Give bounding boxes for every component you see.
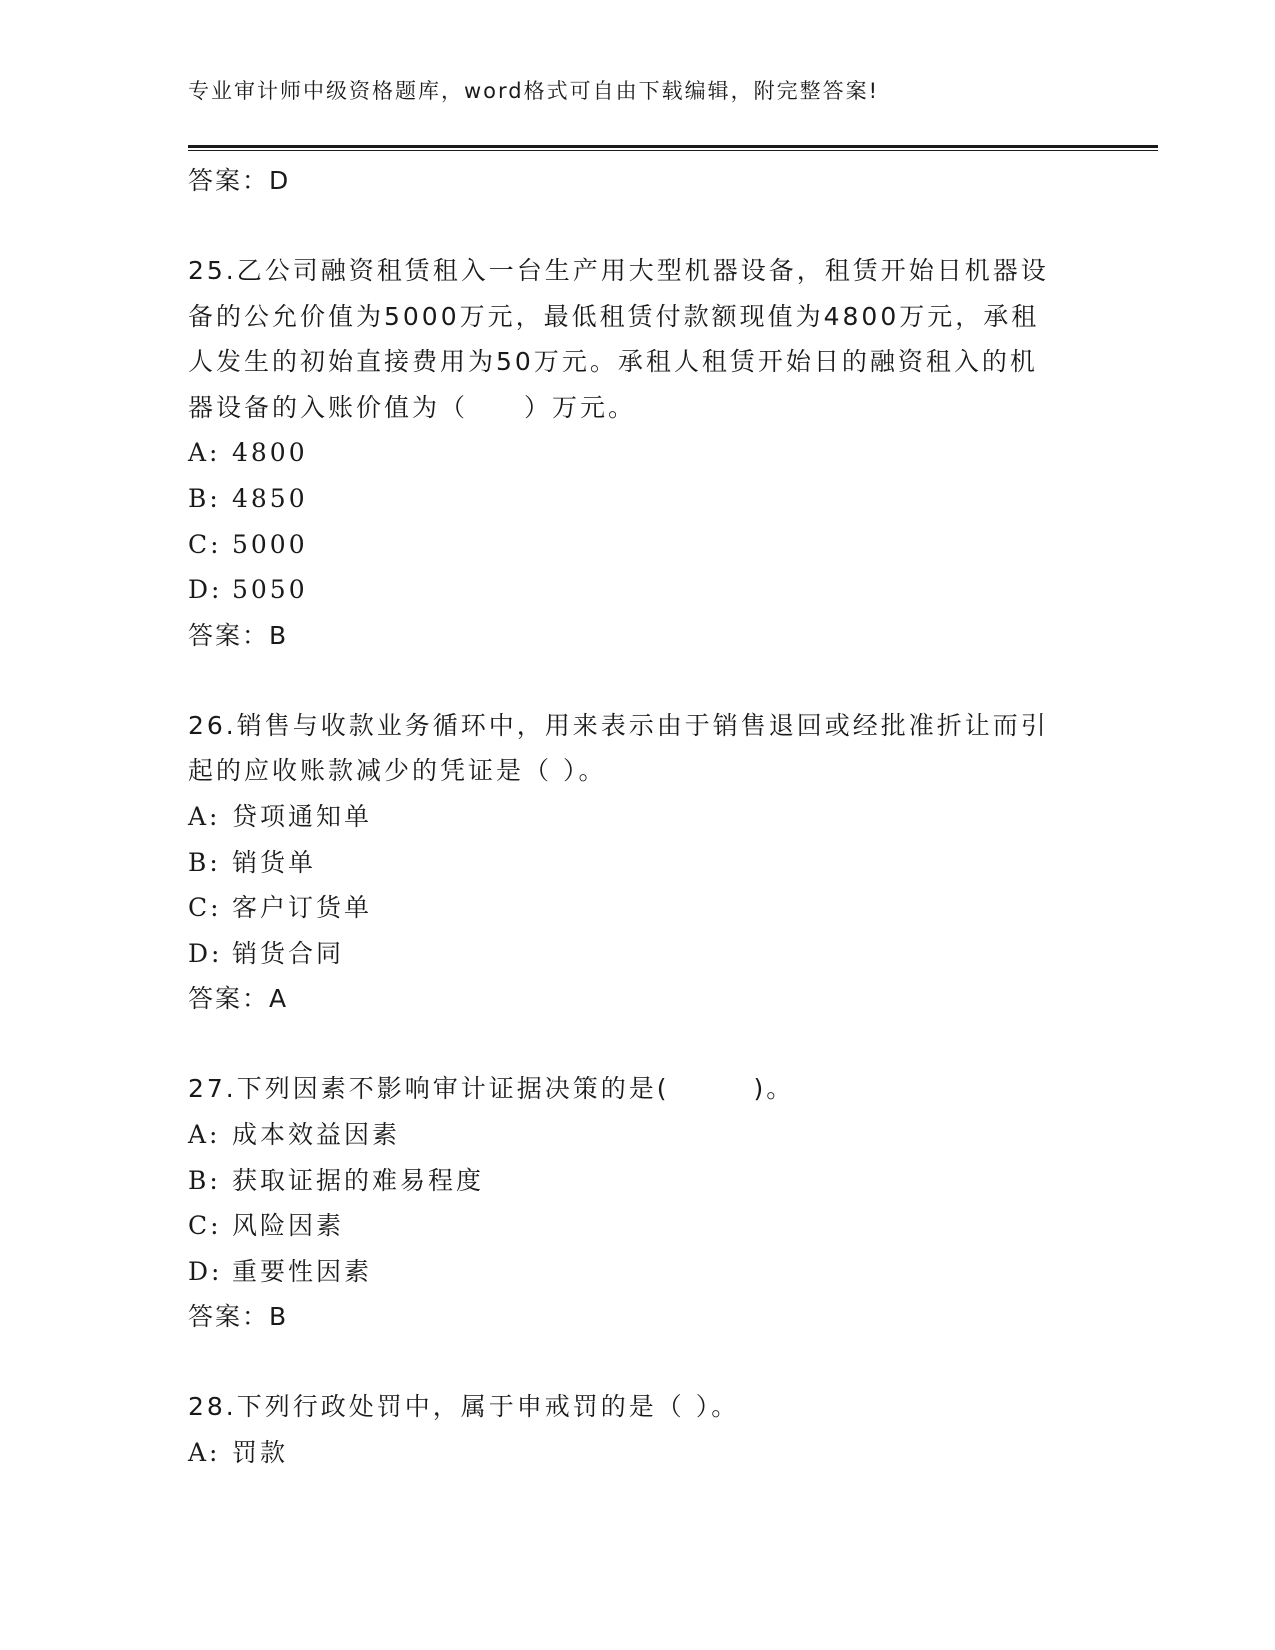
option-key: D: [188, 575, 223, 605]
option-a [188, 1112, 1088, 1158]
option-b [188, 840, 1088, 886]
option-b [188, 476, 1088, 522]
answer-line: 答案：D [188, 166, 291, 195]
question-stem [188, 248, 1078, 430]
stem-line: 28.下列行政处罚中，属于申戒罚的是（ ）。 [188, 1392, 740, 1422]
option-key: D: [188, 938, 223, 968]
option-text: 获取证据的难易程度 [232, 1165, 485, 1195]
question-26 [188, 703, 1088, 1023]
option-key: A: [188, 438, 221, 468]
option-a [188, 794, 1088, 840]
option-a [188, 430, 1088, 476]
option-d [188, 1249, 1088, 1295]
option-a [188, 1430, 1088, 1476]
stem-line: 器设备的入账价值为（ ）万元。 [188, 392, 637, 422]
option-text: 5050 [232, 575, 308, 605]
option-text: 重要性因素 [232, 1256, 373, 1286]
stem-line: 备的公允价值为5000万元，最低租赁付款额现值为4800万元，承租 [188, 301, 1040, 331]
option-text: 4850 [232, 483, 308, 513]
option-text: 罚款 [232, 1437, 289, 1467]
option-key: C: [188, 529, 222, 559]
option-key: B: [188, 483, 221, 513]
option-key: A: [188, 1437, 221, 1467]
question-stem [188, 703, 1078, 794]
option-text: 销货合同 [232, 938, 345, 968]
stem-line: 27.下列因素不影响审计证据决策的是( )。 [188, 1074, 795, 1104]
option-key: B: [188, 1165, 221, 1195]
option-text: 5000 [232, 529, 308, 559]
option-text: 成本效益因素 [232, 1119, 401, 1149]
question-stem [188, 1384, 1078, 1430]
stem-line: 起的应收账款减少的凭证是（ ）。 [188, 756, 607, 786]
stem-line: 25.乙公司融资租赁租入一台生产用大型机器设备，租赁开始日机器设 [188, 256, 1049, 285]
option-c [188, 1203, 1088, 1249]
option-key: C: [188, 1211, 222, 1241]
question-list [188, 158, 1088, 1475]
stem-line: 26.销售与收款业务循环中，用来表示由于销售退回或经批准折让而引 [188, 710, 1049, 740]
option-key: D: [188, 1256, 223, 1286]
option-c [188, 522, 1088, 568]
option-key: A: [188, 801, 221, 831]
option-text: 销货单 [232, 847, 317, 877]
answer-line: 答案：B [188, 1302, 289, 1332]
stem-line: 人发生的初始直接费用为50万元。承租人租赁开始日的融资租入的机 [188, 347, 1038, 377]
option-key: B: [188, 847, 221, 877]
option-text: 4800 [232, 438, 308, 468]
question-27 [188, 1066, 1088, 1340]
question-stem [188, 1066, 1078, 1112]
option-d [188, 931, 1088, 977]
header-rule-thick [188, 145, 1158, 148]
question-28 [188, 1384, 1088, 1475]
option-d [188, 567, 1088, 613]
answer-line: 答案：A [188, 984, 289, 1014]
option-text: 风险因素 [232, 1211, 345, 1241]
question-25 [188, 248, 1088, 659]
header-rule-thin [188, 150, 1158, 151]
answer-line: 答案：B [188, 620, 289, 650]
option-b [188, 1158, 1088, 1204]
page-header: 专业审计师中级资格题库，word格式可自由下载编辑，附完整答案! [188, 79, 880, 103]
option-c [188, 885, 1088, 931]
option-key: A: [188, 1119, 221, 1149]
option-key: C: [188, 893, 222, 923]
option-text: 贷项通知单 [232, 801, 373, 831]
option-text: 客户订货单 [232, 893, 373, 923]
